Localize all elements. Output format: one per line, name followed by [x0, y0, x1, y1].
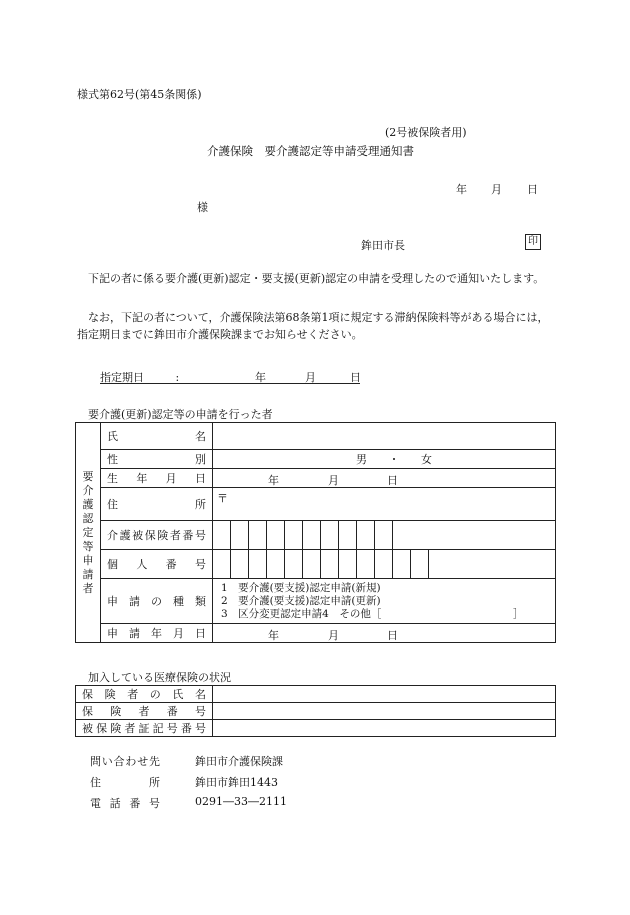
name-field[interactable]	[213, 423, 556, 450]
kind-other-bracket-close: ］	[513, 607, 524, 620]
insurance-table	[75, 685, 556, 737]
personal-number-digit[interactable]	[411, 550, 429, 579]
insured-number-digit[interactable]	[285, 521, 303, 550]
personal-number-label: 個人番号	[101, 550, 213, 579]
date-month: 月	[491, 183, 502, 196]
application-date-label: 申請年月日	[101, 624, 213, 643]
insured-number-digit[interactable]	[303, 521, 321, 550]
deadline-day: 日	[350, 371, 361, 384]
personal-number-digit[interactable]	[285, 550, 303, 579]
contact-address-value: 鉾田市鉾田1443	[195, 776, 278, 789]
applicant-table	[75, 422, 556, 643]
birth-year: 年	[268, 474, 279, 487]
insured-number-digit[interactable]	[375, 521, 393, 550]
name-label: 氏名	[101, 423, 213, 450]
personal-number-digit[interactable]	[267, 550, 285, 579]
insured-number-digit[interactable]	[321, 521, 339, 550]
insured-number-digit[interactable]	[339, 521, 357, 550]
address-field[interactable]	[213, 488, 556, 521]
birth-day: 日	[387, 474, 398, 487]
personal-number-digit[interactable]	[339, 550, 357, 579]
birth-month: 月	[328, 474, 339, 487]
insurance-section-title: 加入している医療保険の状況	[88, 671, 231, 684]
personal-number-digit[interactable]	[303, 550, 321, 579]
insured-number-digit[interactable]	[249, 521, 267, 550]
deadline-underline	[100, 383, 360, 384]
kind-option-new[interactable]: 1 要介護(要支援)認定申請(新規)	[221, 581, 381, 594]
kind-option-renewal[interactable]: 2 要介護(要支援)認定申請(更新)	[221, 594, 381, 607]
date-year: 年	[456, 183, 467, 196]
personal-number-digit[interactable]	[231, 550, 249, 579]
paragraph-notice: なお，下記の者について，介護保険法第68条第1項に規定する滞納保険料等がある場合には，指定期日までに鉾田市介護保険課までお知らせください。	[77, 311, 549, 341]
sex-label: 性別	[101, 450, 213, 469]
birthdate-label: 生年月日	[101, 469, 213, 488]
insurer-number-label: 保険者番号	[76, 703, 213, 720]
issuer: 鉾田市長	[361, 239, 405, 252]
form-subtitle: (2号被保険者用)	[385, 126, 467, 139]
address-label: 住所	[101, 488, 213, 521]
insurer-name-label: 保険者の氏名	[76, 686, 213, 703]
personal-number-digit[interactable]	[393, 550, 411, 579]
page-title: 介護保険 要介護認定等申請受理通知書	[207, 144, 414, 158]
personal-number-digit[interactable]	[213, 550, 231, 579]
application-day: 日	[387, 629, 398, 642]
applicant-side-label: 要 介 護 認 定 等 申 請 者	[76, 423, 101, 643]
birthdate-field[interactable]	[213, 469, 556, 488]
application-date-field[interactable]	[213, 624, 556, 643]
phone-label: 電話番号	[90, 797, 160, 810]
deadline-year: 年	[255, 371, 266, 384]
sex-field[interactable]	[213, 450, 556, 469]
personal-number-digit[interactable]	[321, 550, 339, 579]
insured-number-blank	[393, 521, 556, 550]
insurer-number-field[interactable]	[213, 703, 556, 720]
insured-number-digit[interactable]	[213, 521, 231, 550]
inquiry-value: 鉾田市介護保険課	[195, 755, 283, 768]
application-kind-label: 申請の種類	[101, 579, 213, 624]
addressee-suffix: 様	[197, 201, 208, 214]
date-day: 日	[527, 183, 538, 196]
phone-value: 0291―33―2111	[195, 795, 287, 808]
personal-number-blank	[429, 550, 556, 579]
personal-number-digit[interactable]	[357, 550, 375, 579]
contact-address-label: 住所	[90, 776, 160, 789]
card-number-label: 被保険者証記号番号	[76, 720, 213, 737]
insurer-name-field[interactable]	[213, 686, 556, 703]
applicant-section-title: 要介護(更新)認定等の申請を行った者	[88, 408, 273, 421]
kind-option-change-other[interactable]: 3 区分変更認定申請4 その他［ ］	[221, 607, 524, 620]
sex-separator: ・	[388, 453, 400, 466]
inquiry-label: 問い合わせ先	[90, 755, 160, 768]
card-number-field[interactable]	[213, 720, 556, 737]
form-number: 様式第62号(第45条関係)	[77, 88, 202, 101]
insured-number-label: 介護被保険者番号	[101, 521, 213, 550]
insured-number-digit[interactable]	[231, 521, 249, 550]
application-month: 月	[328, 629, 339, 642]
application-year: 年	[268, 629, 279, 642]
deadline-month: 月	[305, 371, 316, 384]
application-kind-field	[213, 579, 556, 624]
insured-number-digit[interactable]	[267, 521, 285, 550]
paragraph-receipt: 下記の者に係る要介護(更新)認定・要支援(更新)認定の申請を受理したので通知いたします。	[77, 272, 545, 285]
sex-male[interactable]: 男	[356, 453, 367, 466]
deadline-colon: :	[175, 371, 180, 384]
deadline-label: 指定期日	[100, 371, 144, 384]
personal-number-digit[interactable]	[249, 550, 267, 579]
sex-female[interactable]: 女	[421, 453, 432, 466]
insured-number-digit[interactable]	[357, 521, 375, 550]
postal-mark-icon: 〒	[217, 492, 228, 505]
seal-mark: 印	[525, 234, 541, 250]
personal-number-digit[interactable]	[375, 550, 393, 579]
